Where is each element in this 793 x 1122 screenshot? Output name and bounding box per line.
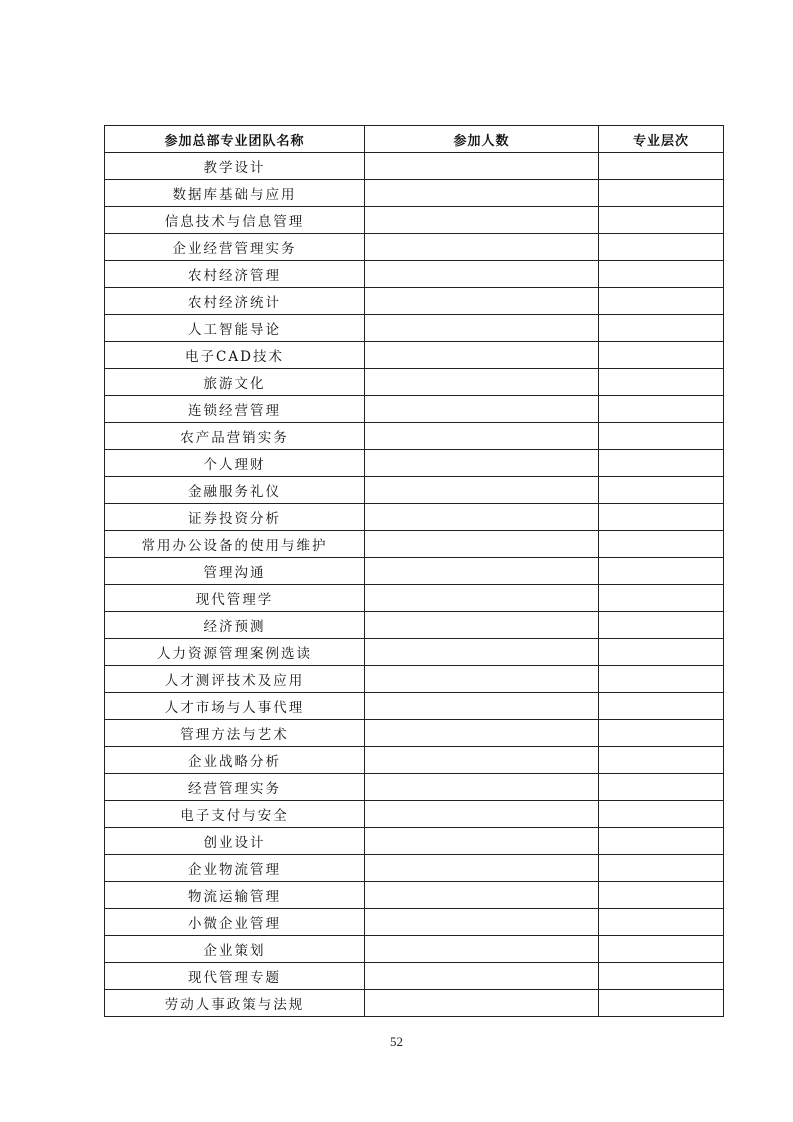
cell-major-level[interactable] xyxy=(599,963,724,990)
cell-team-name: 企业物流管理 xyxy=(105,855,365,882)
cell-participant-count[interactable] xyxy=(365,477,599,504)
cell-major-level[interactable] xyxy=(599,396,724,423)
cell-team-name: 企业经营管理实务 xyxy=(105,234,365,261)
cell-major-level[interactable] xyxy=(599,585,724,612)
table-row xyxy=(105,207,724,234)
cell-team-name: 现代管理学 xyxy=(105,585,365,612)
table-row xyxy=(105,720,724,747)
cell-team-name: 管理沟通 xyxy=(105,558,365,585)
table-row xyxy=(105,693,724,720)
table-row xyxy=(105,558,724,585)
table-row xyxy=(105,585,724,612)
cell-team-name: 证券投资分析 xyxy=(105,504,365,531)
cell-participant-count[interactable] xyxy=(365,585,599,612)
cell-participant-count[interactable] xyxy=(365,828,599,855)
cell-team-name: 劳动人事政策与法规 xyxy=(105,990,365,1017)
cell-participant-count[interactable] xyxy=(365,396,599,423)
header-participant-count: 参加人数 xyxy=(365,126,599,153)
cell-participant-count[interactable] xyxy=(365,801,599,828)
table-row xyxy=(105,612,724,639)
table-row xyxy=(105,855,724,882)
cell-participant-count[interactable] xyxy=(365,963,599,990)
cell-participant-count[interactable] xyxy=(365,612,599,639)
table-row xyxy=(105,450,724,477)
table-header-row xyxy=(105,126,724,153)
cell-team-name: 农产品营销实务 xyxy=(105,423,365,450)
cell-team-name: 农村经济统计 xyxy=(105,288,365,315)
cell-major-level[interactable] xyxy=(599,990,724,1017)
cell-team-name: 企业战略分析 xyxy=(105,747,365,774)
cell-participant-count[interactable] xyxy=(365,288,599,315)
cell-team-name: 旅游文化 xyxy=(105,369,365,396)
cell-major-level[interactable] xyxy=(599,936,724,963)
cell-participant-count[interactable] xyxy=(365,882,599,909)
cell-participant-count[interactable] xyxy=(365,639,599,666)
cell-major-level[interactable] xyxy=(599,909,724,936)
cell-participant-count[interactable] xyxy=(365,666,599,693)
cell-major-level[interactable] xyxy=(599,666,724,693)
cell-participant-count[interactable] xyxy=(365,774,599,801)
cell-participant-count[interactable] xyxy=(365,342,599,369)
cell-team-name: 现代管理专题 xyxy=(105,963,365,990)
cell-participant-count[interactable] xyxy=(365,369,599,396)
cell-team-name: 企业策划 xyxy=(105,936,365,963)
cell-major-level[interactable] xyxy=(599,774,724,801)
cell-participant-count[interactable] xyxy=(365,207,599,234)
cell-major-level[interactable] xyxy=(599,450,724,477)
cell-team-name: 信息技术与信息管理 xyxy=(105,207,365,234)
cell-team-name: 人才测评技术及应用 xyxy=(105,666,365,693)
table-row xyxy=(105,477,724,504)
table-row xyxy=(105,234,724,261)
cell-major-level[interactable] xyxy=(599,315,724,342)
cell-major-level[interactable] xyxy=(599,504,724,531)
cell-participant-count[interactable] xyxy=(365,504,599,531)
table-row xyxy=(105,153,724,180)
cell-team-name: 物流运输管理 xyxy=(105,882,365,909)
cell-participant-count[interactable] xyxy=(365,315,599,342)
cell-major-level[interactable] xyxy=(599,828,724,855)
cell-team-name: 常用办公设备的使用与维护 xyxy=(105,531,365,558)
cell-major-level[interactable] xyxy=(599,180,724,207)
cell-team-name: 个人理财 xyxy=(105,450,365,477)
table-row xyxy=(105,531,724,558)
cell-participant-count[interactable] xyxy=(365,558,599,585)
cell-team-name: 人力资源管理案例选读 xyxy=(105,639,365,666)
cell-participant-count[interactable] xyxy=(365,909,599,936)
cell-major-level[interactable] xyxy=(599,747,724,774)
cell-major-level[interactable] xyxy=(599,423,724,450)
table-row xyxy=(105,936,724,963)
cell-major-level[interactable] xyxy=(599,207,724,234)
table-row xyxy=(105,639,724,666)
cell-major-level[interactable] xyxy=(599,693,724,720)
table-row xyxy=(105,990,724,1017)
table-row xyxy=(105,396,724,423)
cell-participant-count[interactable] xyxy=(365,180,599,207)
cell-major-level[interactable] xyxy=(599,153,724,180)
cell-participant-count[interactable] xyxy=(365,936,599,963)
cell-participant-count[interactable] xyxy=(365,450,599,477)
cell-major-level[interactable] xyxy=(599,801,724,828)
cell-team-name: 管理方法与艺术 xyxy=(105,720,365,747)
cell-participant-count[interactable] xyxy=(365,531,599,558)
cell-participant-count[interactable] xyxy=(365,855,599,882)
cell-team-name: 数据库基础与应用 xyxy=(105,180,365,207)
table-row xyxy=(105,774,724,801)
cell-major-level[interactable] xyxy=(599,261,724,288)
cell-team-name: 农村经济管理 xyxy=(105,261,365,288)
cell-participant-count[interactable] xyxy=(365,720,599,747)
table-row xyxy=(105,801,724,828)
cell-team-name: 小微企业管理 xyxy=(105,909,365,936)
table-row xyxy=(105,342,724,369)
cell-participant-count[interactable] xyxy=(365,261,599,288)
table-row xyxy=(105,369,724,396)
cell-team-name: 经营管理实务 xyxy=(105,774,365,801)
cell-team-name: 经济预测 xyxy=(105,612,365,639)
cell-participant-count[interactable] xyxy=(365,747,599,774)
table-row xyxy=(105,180,724,207)
cell-major-level[interactable] xyxy=(599,288,724,315)
cell-team-name: 金融服务礼仪 xyxy=(105,477,365,504)
page-number: 52 xyxy=(390,1034,403,1049)
team-registration-table xyxy=(104,125,724,1017)
table-row xyxy=(105,315,724,342)
cell-team-name: 创业设计 xyxy=(105,828,365,855)
cell-team-name: 人才市场与人事代理 xyxy=(105,693,365,720)
cell-major-level[interactable] xyxy=(599,882,724,909)
cell-major-level[interactable] xyxy=(599,234,724,261)
cell-participant-count[interactable] xyxy=(365,990,599,1017)
cell-team-name: 连锁经营管理 xyxy=(105,396,365,423)
table-row xyxy=(105,261,724,288)
cell-major-level[interactable] xyxy=(599,639,724,666)
cell-major-level[interactable] xyxy=(599,720,724,747)
table-row xyxy=(105,882,724,909)
table-row xyxy=(105,423,724,450)
table-row xyxy=(105,747,724,774)
cell-major-level[interactable] xyxy=(599,612,724,639)
cell-participant-count[interactable] xyxy=(365,234,599,261)
cell-major-level[interactable] xyxy=(599,342,724,369)
table-row xyxy=(105,504,724,531)
table-row xyxy=(105,909,724,936)
header-team-name: 参加总部专业团队名称 xyxy=(105,126,365,153)
cell-team-name: 电子CAD技术 xyxy=(105,342,365,369)
table-row xyxy=(105,666,724,693)
cell-major-level[interactable] xyxy=(599,477,724,504)
cell-participant-count[interactable] xyxy=(365,693,599,720)
header-major-level: 专业层次 xyxy=(599,126,724,153)
cell-major-level[interactable] xyxy=(599,369,724,396)
table-row xyxy=(105,963,724,990)
cell-participant-count[interactable] xyxy=(365,423,599,450)
cell-major-level[interactable] xyxy=(599,558,724,585)
table-row xyxy=(105,828,724,855)
table-row xyxy=(105,288,724,315)
cell-team-name: 人工智能导论 xyxy=(105,315,365,342)
cell-team-name: 教学设计 xyxy=(105,153,365,180)
cell-major-level[interactable] xyxy=(599,855,724,882)
cell-team-name: 电子支付与安全 xyxy=(105,801,365,828)
cell-major-level[interactable] xyxy=(599,531,724,558)
cell-participant-count[interactable] xyxy=(365,153,599,180)
